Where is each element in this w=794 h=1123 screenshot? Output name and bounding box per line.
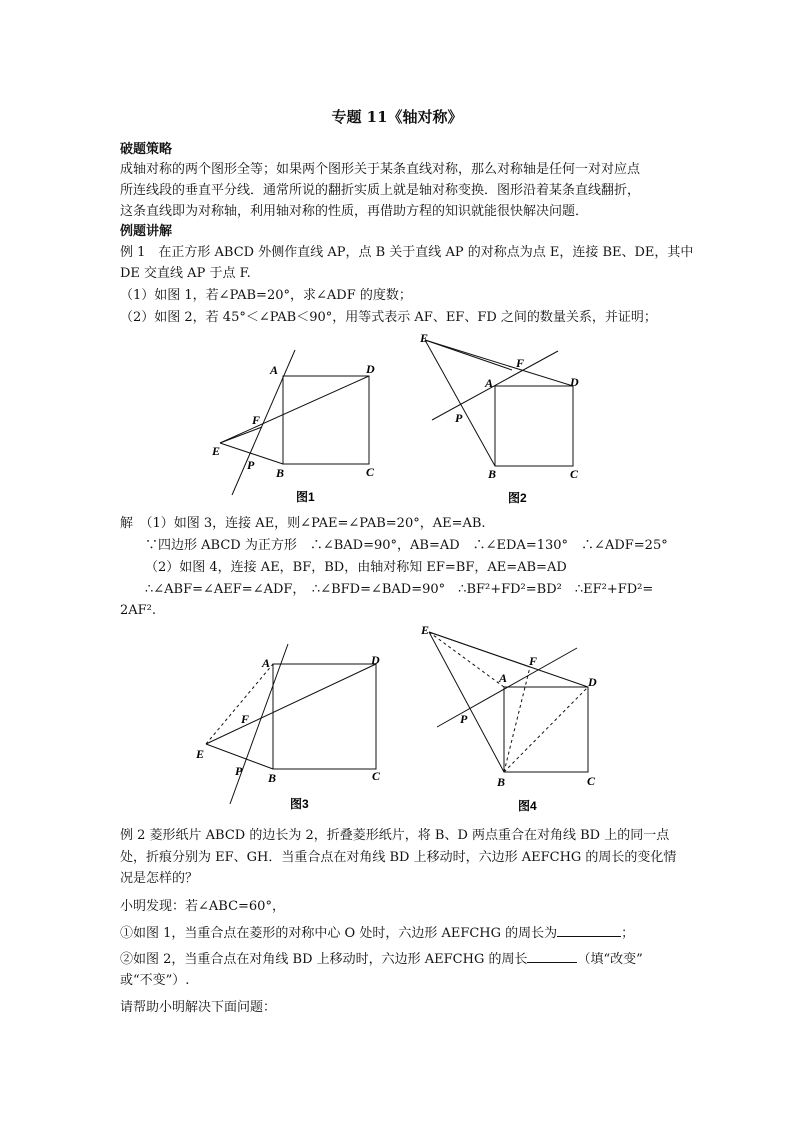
example2-question-1 [120, 924, 680, 944]
example2-question-2 [120, 950, 680, 970]
figure-2 [412, 328, 602, 513]
solution-line: 解 （1）如图 3，连接 AE，则∠PAE=∠PAB=20°，AE=AB. [120, 516, 486, 531]
strategy-line: 所连线段的垂直平分线．通常所说的翻折实质上就是轴对称变换．图形沿着某条直线翻折， [120, 183, 641, 198]
label-p: P [235, 764, 243, 778]
label-b: B [276, 466, 285, 480]
label-a: A [485, 376, 494, 390]
label-c: C [366, 465, 375, 479]
label-d: D [588, 675, 597, 689]
figure-caption: 图3 [290, 797, 309, 811]
label-c: C [372, 769, 381, 783]
question-1-end: ； [621, 926, 635, 941]
label-b: B [497, 775, 506, 789]
example2-line: 况是怎样的？ [120, 871, 199, 886]
question-2-end: （填“改变” [577, 952, 643, 967]
label-p: P [247, 458, 255, 472]
figure-caption: 图2 [508, 491, 527, 505]
example1-line: （2）如图 2，若 45°＜∠PAB＜90°，用等式表示 AF、EF、FD 之间的数量关系，并证明； [120, 310, 657, 325]
answer-blank-2[interactable] [527, 950, 577, 963]
example2-line: 请帮助小明解决下面问题： [120, 1000, 277, 1015]
label-d: D [570, 375, 579, 389]
figure-caption: 图1 [296, 490, 315, 504]
example2-line: 例 2 菱形纸片 ABCD 的边长为 2，折叠菱形纸片，将 B、D 两点重合在对角线 BD 上的同一点 [120, 828, 670, 843]
label-a: A [499, 671, 508, 685]
label-b: B [488, 467, 497, 481]
label-p: P [455, 411, 463, 425]
figure-4 [413, 620, 613, 820]
label-e: E [212, 444, 221, 458]
solution-line: 2AF². [120, 603, 157, 618]
strategy-line: 这条直线即为对称轴，利用轴对称的性质，再借助方程的知识就能很快解决问题． [120, 204, 589, 219]
label-p: P [460, 712, 468, 726]
question-1-text: ①如图 1，当重合点在菱形的对称中心 O 处时，六边形 AEFCHG 的周长为 [120, 926, 558, 941]
answer-blank-1[interactable] [557, 924, 621, 937]
section-heading-strategy: 破题策略 [120, 142, 173, 157]
label-c: C [587, 774, 596, 788]
figure-caption: 图4 [518, 799, 537, 813]
label-f: F [252, 413, 261, 427]
label-d: D [371, 653, 380, 667]
label-e: E [420, 331, 429, 345]
example1-line: 例 1 在正方形 ABCD 外侧作直线 AP，点 B 关于直线 AP 的对称点为点 E，连接 BE、DE，其中 [120, 245, 694, 260]
strategy-line: 成轴对称的两个图形全等；如果两个图形关于某条直线对称，那么对称轴是任何一对对应点 [120, 162, 641, 177]
solution-line: ∴∠ABF=∠AEF=∠ADF， ∴∠BFD=∠BAD=90° ∴BF²+FD²=BD² ∴EF²+FD²= [145, 582, 654, 597]
label-f: F [516, 356, 525, 370]
label-c: C [570, 467, 579, 481]
page-title: 专题 11《轴对称》 [331, 108, 463, 126]
example1-line: DE 交直线 AP 于点 F. [120, 266, 251, 281]
example2-line: 或“不变”）. [120, 973, 190, 988]
label-e: E [421, 623, 430, 637]
label-e: E [196, 747, 205, 761]
figure-3 [190, 640, 400, 820]
label-f: F [241, 712, 250, 726]
example2-line: 处，折痕分别为 EF、GH．当重合点在对角线 BD 上移动时，六边形 AEFCHG 的周长的变化情 [120, 850, 677, 865]
label-a: A [262, 656, 271, 670]
section-heading-examples: 例题讲解 [120, 224, 173, 239]
example1-line: （1）如图 1，若∠PAB=20°，求∠ADF 的度数； [120, 288, 412, 303]
label-d: D [366, 362, 375, 376]
label-a: A [270, 363, 279, 377]
solution-line: ∵四边形 ABCD 为正方形 ∴∠BAD=90°，AB=AD ∴∠EDA=130° ∴∠ADF=25° [145, 538, 668, 553]
example2-line: 小明发现：若∠ABC=60°， [120, 899, 285, 914]
label-f: F [529, 654, 538, 668]
label-b: B [268, 771, 277, 785]
figure-1 [200, 340, 390, 520]
question-2-text: ②如图 2，当重合点在对角线 BD 上移动时，六边形 AEFCHG 的周长 [120, 952, 528, 967]
solution-line: （2）如图 4，连接 AE，BF，BD，由轴对称知 EF=BF，AE=AB=AD [145, 560, 567, 575]
